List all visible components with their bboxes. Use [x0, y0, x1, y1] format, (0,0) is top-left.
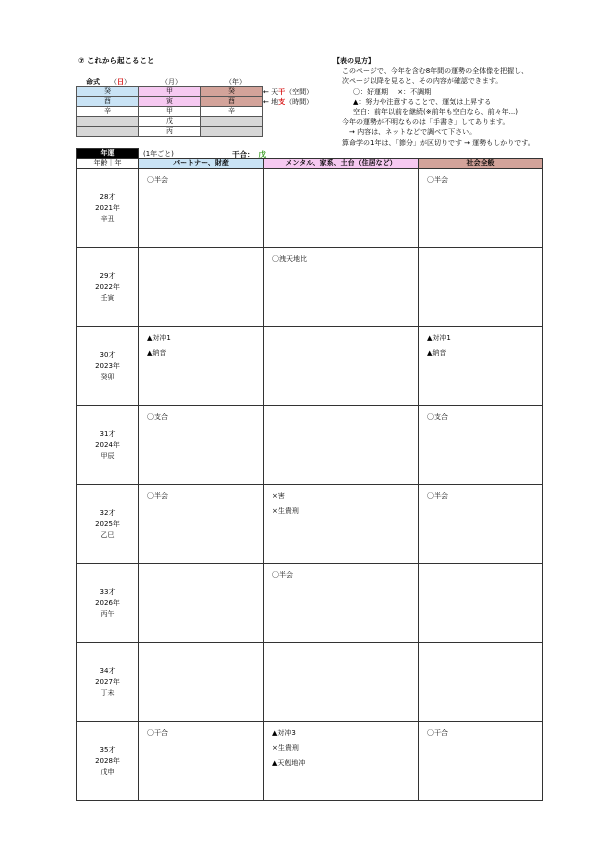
meishiki-cell: 酉	[77, 97, 139, 107]
kango-label: 干合： 戊	[232, 150, 266, 159]
mental-cell	[264, 485, 419, 564]
legend-line: 空白：前年以前を継続(※前年も空白なら、前々年...)	[353, 108, 519, 117]
nenun-table	[76, 148, 543, 801]
meishiki-row-zokan	[77, 127, 263, 137]
society-cell	[419, 564, 543, 643]
fortune-entry: ×生貴刑	[272, 507, 299, 515]
society-cell	[419, 169, 543, 248]
meishiki-label: 命式	[86, 78, 100, 86]
meishiki-table	[76, 86, 263, 137]
fortune-entry: 〇半会	[147, 492, 168, 500]
fortune-entry: 〇洩天地比	[272, 255, 307, 263]
partner-cell	[139, 327, 264, 406]
year-age: 28才	[99, 192, 116, 201]
col-partner-header: パートナー、財産	[139, 159, 264, 169]
fortune-entry: 〇支合	[147, 413, 168, 421]
legend-title: 【表の見方】	[333, 57, 375, 65]
fortune-entry: ▲納音	[427, 349, 447, 357]
year-cell	[77, 327, 139, 406]
meishiki-cell: 癸	[77, 87, 139, 97]
legend-line: 今年の運勢が不明なものは「手書き」してあります。	[342, 118, 510, 127]
year-age: 34才	[99, 666, 116, 675]
nenun-subtitle: (1年ごと)	[143, 150, 174, 158]
legend-box	[333, 56, 535, 148]
mental-cell	[264, 406, 419, 485]
partner-cell	[139, 643, 264, 722]
mental-cell	[264, 248, 419, 327]
fortune-entry: 〇支合	[427, 413, 448, 421]
fortune-entry: 〇半会	[147, 176, 168, 184]
fortune-entry: 〇半会	[427, 176, 448, 184]
section-title: ⑦ これから起こること	[78, 56, 155, 65]
year-year: 2024年	[95, 440, 120, 449]
fortune-entry: ▲対冲3	[272, 729, 296, 737]
meishiki-cell: 辛	[77, 107, 139, 117]
fortune-entry: 〇半会	[427, 492, 448, 500]
year-cell	[77, 722, 139, 801]
year-kanshi: 丙午	[100, 609, 115, 618]
fortune-entry: ▲対冲1	[427, 334, 451, 342]
year-cell	[77, 564, 139, 643]
year-row	[77, 485, 543, 564]
meishiki-row-zokan	[77, 107, 263, 117]
year-cell	[77, 485, 139, 564]
year-kanshi: 丁未	[100, 688, 115, 697]
mental-cell	[264, 722, 419, 801]
year-year: 2026年	[95, 598, 120, 607]
legend-line: → 内容は、ネットなどで調べて下さい。	[349, 128, 477, 137]
meishiki-cell: 丙	[139, 127, 201, 137]
mental-cell	[264, 327, 419, 406]
fortune-entry: ▲対冲1	[147, 334, 171, 342]
meishiki-cell	[201, 117, 263, 127]
fortune-entry: 〇半会	[272, 571, 293, 579]
fortune-entry: ×生貴刑	[272, 744, 299, 752]
mental-cell	[264, 564, 419, 643]
mental-cell	[264, 643, 419, 722]
year-kanshi: 戊申	[100, 767, 115, 776]
year-year: 2025年	[95, 519, 120, 528]
year-row	[77, 722, 543, 801]
year-row	[77, 169, 543, 248]
meishiki-row-zokan	[77, 117, 263, 127]
year-kanshi: 甲辰	[100, 451, 115, 460]
year-age: 30才	[99, 350, 116, 359]
year-row	[77, 327, 543, 406]
legend-line: 〇：好運期 ×：不調期	[353, 87, 432, 96]
meishiki-row-chishi	[77, 97, 263, 107]
year-year: 2027年	[95, 677, 120, 686]
fortune-entry: 〇干合	[147, 729, 168, 737]
partner-cell	[139, 564, 264, 643]
meishiki-cell: 戊	[139, 117, 201, 127]
legend-line: 次ページ以降を見ると、その内容が確認できます。	[342, 77, 503, 86]
col-mental-header: メンタル、家系、土台（住居など）	[264, 159, 419, 169]
meishiki-cell: 甲	[139, 107, 201, 117]
mental-cell	[264, 169, 419, 248]
year-age: 29才	[99, 271, 116, 280]
meishiki-cell: 酉	[201, 97, 263, 107]
legend-line: ▲：努力や注意することで、運気は上昇する	[353, 97, 492, 106]
year-year: 2022年	[95, 282, 120, 291]
year-kanshi: 癸卯	[100, 372, 115, 381]
society-cell	[419, 485, 543, 564]
meishiki-row-tenkan	[77, 87, 263, 97]
year-year: 2028年	[95, 756, 120, 765]
fortune-entry: 〇干合	[427, 729, 448, 737]
year-age: 32才	[99, 508, 116, 517]
partner-cell	[139, 485, 264, 564]
fortune-entry: ▲天剋地冲	[272, 759, 306, 767]
society-cell	[419, 406, 543, 485]
year-row	[77, 564, 543, 643]
year-kanshi: 辛丑	[100, 214, 115, 223]
meishiki-year-header: （年）	[225, 78, 246, 86]
year-row	[77, 643, 543, 722]
year-year: 2023年	[95, 361, 120, 370]
year-cell	[77, 643, 139, 722]
year-kanshi: 乙巳	[100, 530, 115, 539]
year-row	[77, 406, 543, 485]
partner-cell	[139, 169, 264, 248]
legend-line: 算命学の1年は、「節分」が区切りです → 運勢もしかりです。	[342, 138, 535, 147]
meishiki-cell	[77, 117, 139, 127]
partner-cell	[139, 722, 264, 801]
year-cell	[77, 248, 139, 327]
meishiki-cell: 寅	[139, 97, 201, 107]
year-age: 31才	[99, 429, 116, 438]
meishiki-cell	[77, 127, 139, 137]
year-cell	[77, 406, 139, 485]
society-cell	[419, 327, 543, 406]
meishiki-cell	[201, 127, 263, 137]
tenkan-arrow-label: ← 天干（空間）	[263, 88, 314, 96]
partner-cell	[139, 248, 264, 327]
fortune-entry: ▲納音	[147, 349, 167, 357]
kango-value: 戊	[258, 150, 266, 159]
meishiki-day-header: （日）	[110, 78, 131, 86]
meishiki-cell: 癸	[201, 87, 263, 97]
meishiki-cell: 辛	[201, 107, 263, 117]
year-row	[77, 248, 543, 327]
society-cell	[419, 248, 543, 327]
meishiki-month-header: （月）	[161, 78, 182, 86]
fortune-entry: ×害	[272, 492, 285, 500]
year-year: 2021年	[95, 203, 120, 212]
meishiki-cell: 甲	[139, 87, 201, 97]
society-cell	[419, 722, 543, 801]
year-age: 33才	[99, 587, 116, 596]
nenun-header: 年運	[77, 149, 139, 159]
society-cell	[419, 643, 543, 722]
year-age: 35才	[99, 745, 116, 754]
age-year-header: 年齢｜年	[77, 159, 139, 169]
year-kanshi: 壬寅	[100, 293, 115, 302]
chishi-arrow-label: ← 地支（時間）	[263, 98, 314, 106]
legend-line: このページで、今年を含む8年間の運勢の全体像を把握し、	[342, 67, 529, 76]
year-cell	[77, 169, 139, 248]
col-society-header: 社会全般	[419, 159, 543, 169]
partner-cell	[139, 406, 264, 485]
